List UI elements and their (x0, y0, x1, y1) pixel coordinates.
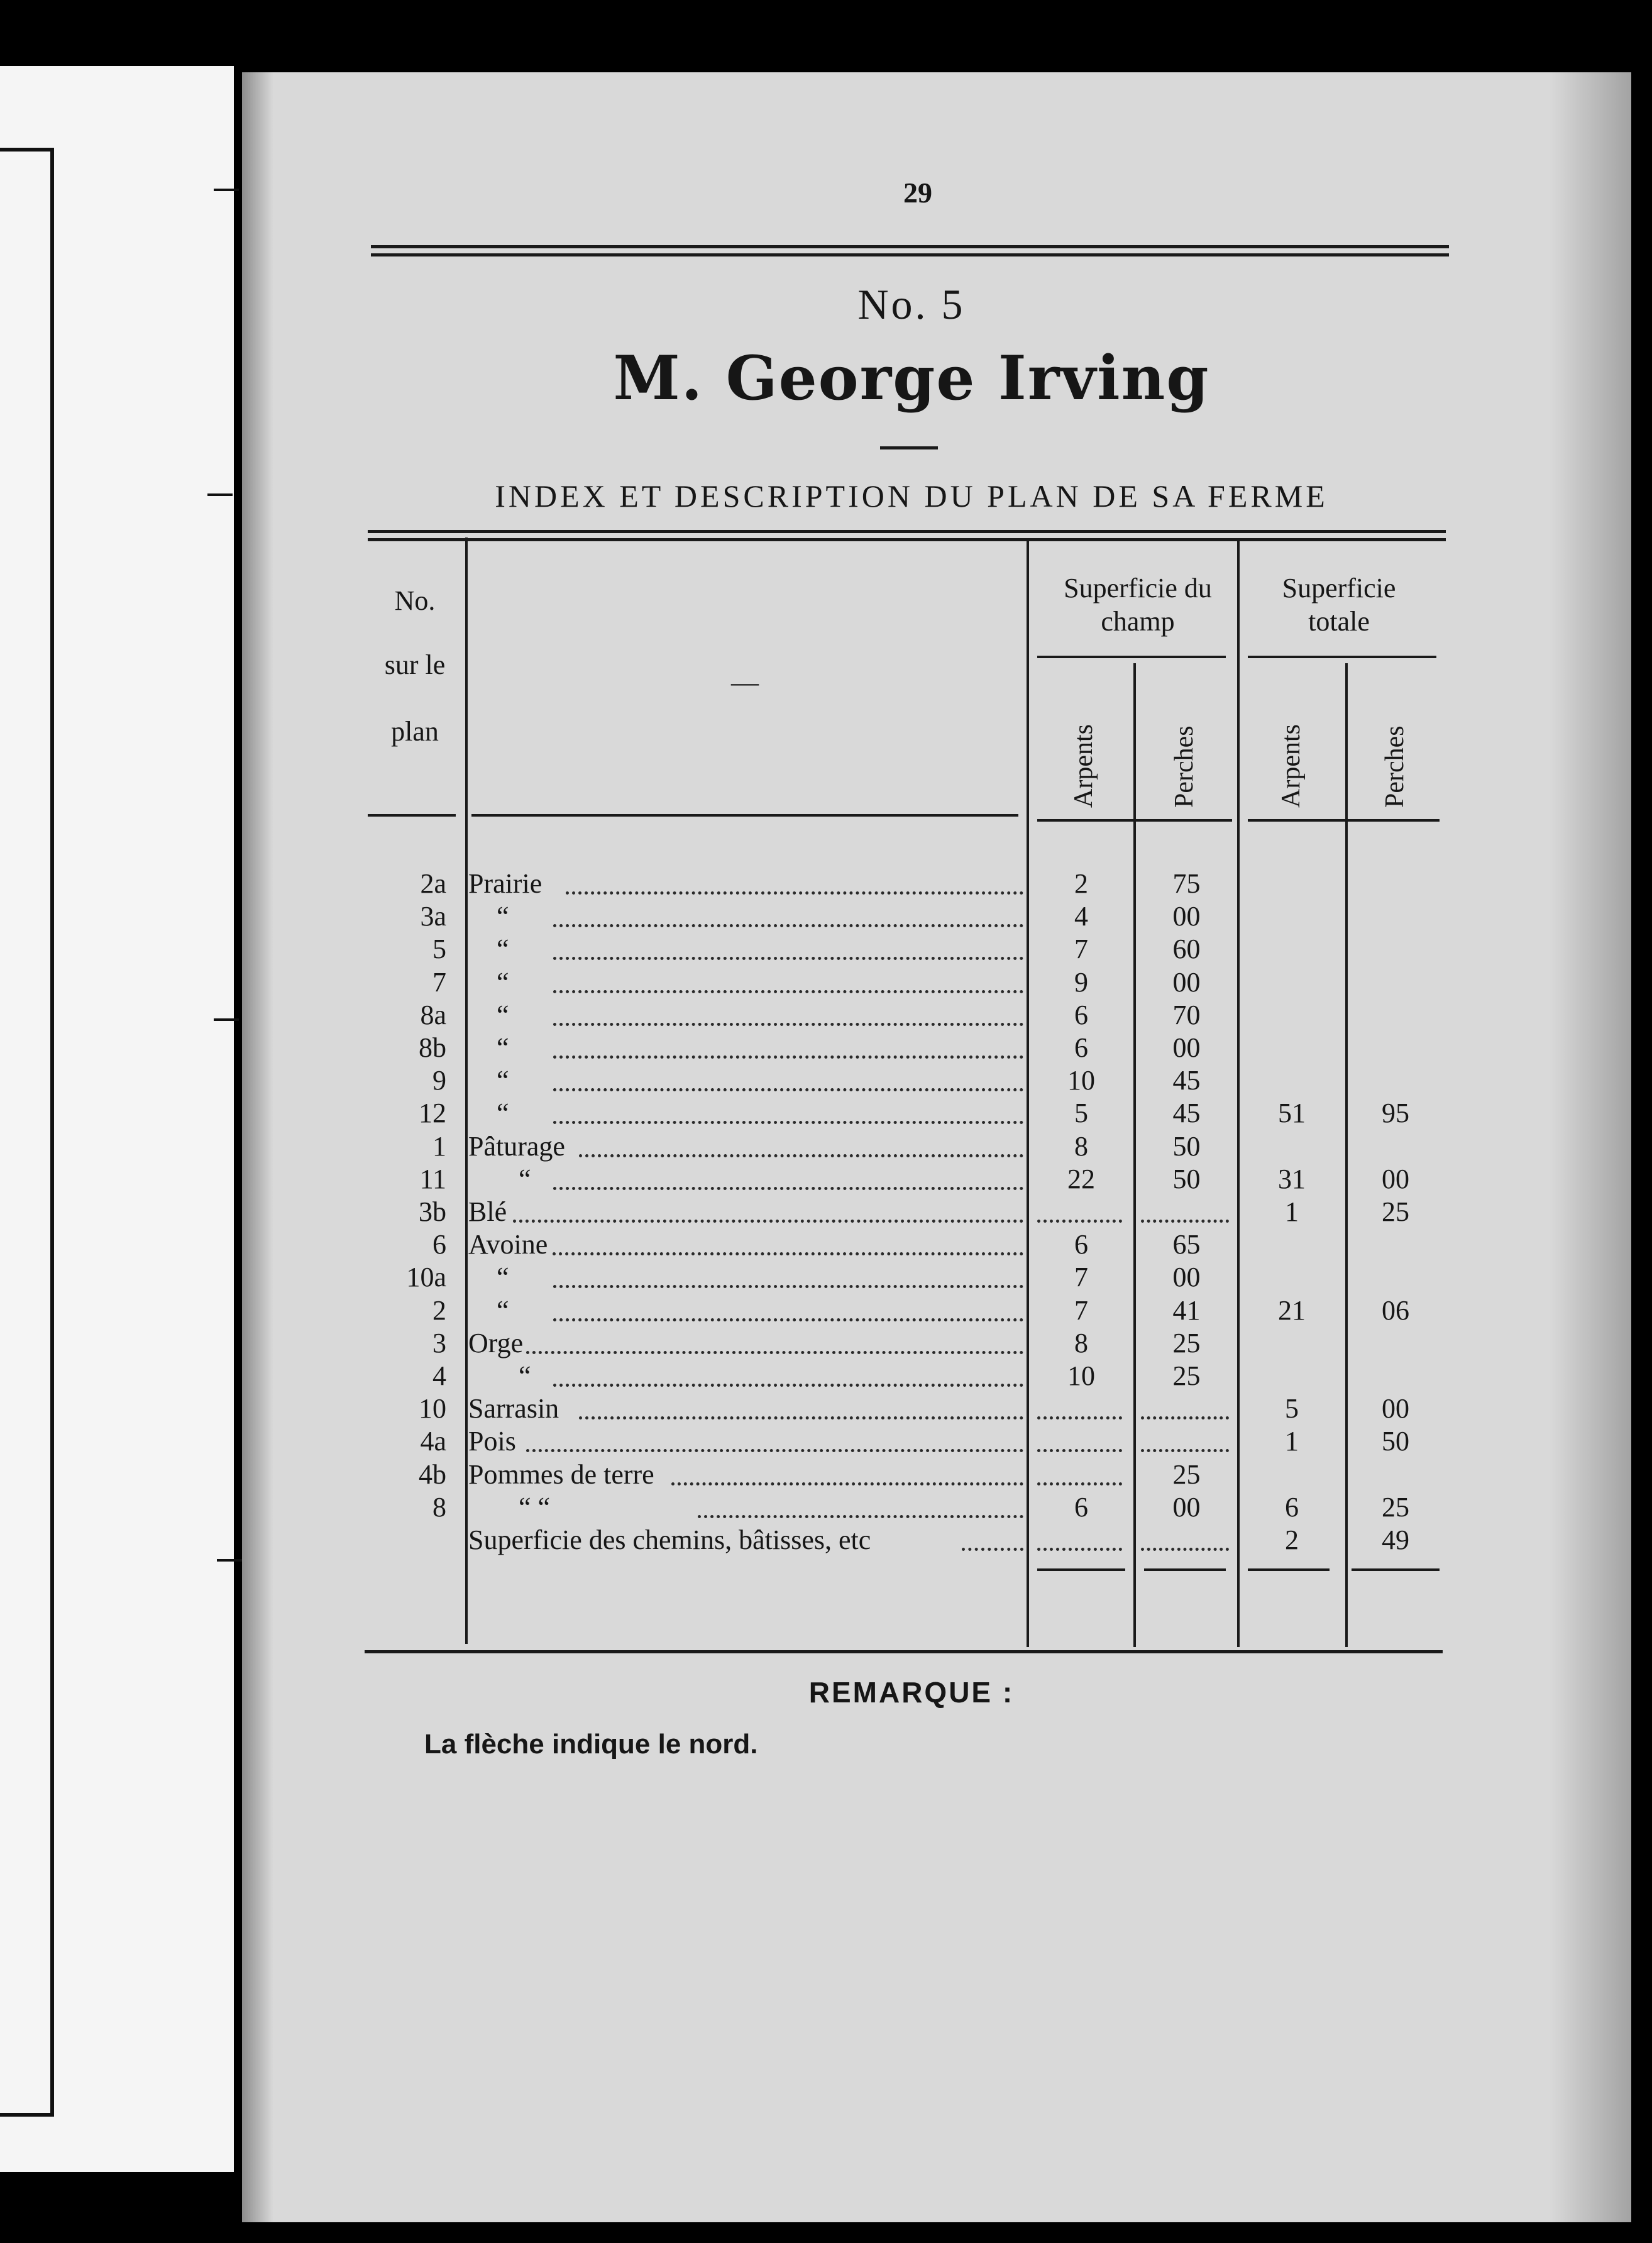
edge-shadow (1550, 72, 1631, 2222)
plan-number: 2 (432, 1295, 446, 1326)
field-perches: 00 (1172, 967, 1201, 998)
plan-number: 8a (420, 1000, 446, 1030)
subheader-field-arpents: Arpents (1069, 724, 1098, 808)
plan-number: 8 (432, 1492, 446, 1523)
dot-leader (553, 1187, 1023, 1190)
field-perches: 25 (1172, 1360, 1201, 1391)
field-description: “ (519, 1164, 531, 1194)
plan-number: 5 (432, 934, 446, 964)
field-arpents: 6 (1074, 1032, 1088, 1063)
field-perches: 00 (1172, 1262, 1201, 1292)
field-perches: 50 (1172, 1164, 1201, 1194)
dot-leader (526, 1449, 1023, 1452)
page-number: 29 (903, 177, 932, 209)
header-total-area-line2: totale (1308, 606, 1370, 637)
field-perches: 50 (1172, 1131, 1201, 1162)
empty-cell-dots (1037, 1449, 1122, 1452)
field-perches: 25 (1172, 1459, 1201, 1490)
field-description: Avoine (468, 1229, 548, 1260)
column-rule (1133, 663, 1136, 1647)
dot-leader (553, 1023, 1023, 1026)
total-arpents: 31 (1278, 1164, 1306, 1194)
empty-cell-dots (1037, 1482, 1122, 1485)
field-arpents: 6 (1074, 1000, 1088, 1030)
binding-mark (217, 1559, 242, 1562)
empty-cell-dots (1141, 1416, 1229, 1419)
header-description: — (731, 667, 759, 698)
dot-leader (962, 1548, 1023, 1551)
column-rule (1237, 541, 1240, 1647)
field-arpents: 6 (1074, 1492, 1088, 1523)
field-description: Superficie des chemins, bâtisses, etc (468, 1524, 871, 1555)
plan-number: 1 (432, 1131, 446, 1162)
dot-leader (526, 1351, 1023, 1354)
dot-leader (553, 1285, 1023, 1288)
field-description: Pâturage (468, 1131, 565, 1162)
binding-mark (207, 493, 233, 496)
field-arpents: 4 (1074, 901, 1088, 932)
plan-number: 8b (419, 1032, 446, 1063)
plan-number: 12 (419, 1098, 446, 1128)
group-underline (1037, 656, 1226, 658)
plan-number: 6 (432, 1229, 446, 1260)
plan-number: 10 (419, 1393, 446, 1424)
field-description: “ (497, 1262, 509, 1292)
table-bottom-rule (365, 1650, 1443, 1653)
plan-number: 11 (419, 1164, 446, 1194)
field-description: Pois (468, 1426, 516, 1457)
total-arpents: 21 (1278, 1295, 1306, 1326)
group-underline (1248, 656, 1436, 658)
field-description: “ (497, 1295, 509, 1326)
field-perches: 45 (1172, 1098, 1201, 1128)
total-perches: 95 (1382, 1098, 1409, 1128)
empty-cell-dots (1141, 1220, 1229, 1223)
dot-leader (553, 1384, 1023, 1387)
field-description: “ (519, 1360, 531, 1391)
field-perches: 45 (1172, 1065, 1201, 1096)
field-description: “ (497, 901, 509, 932)
field-arpents: 10 (1067, 1360, 1095, 1391)
field-arpents: 8 (1074, 1131, 1088, 1162)
total-arpents: 6 (1285, 1492, 1299, 1523)
field-perches: 75 (1172, 868, 1201, 899)
binding-mark (214, 1018, 239, 1021)
plan-number: 9 (432, 1065, 446, 1096)
field-description: “ (497, 1065, 509, 1096)
field-arpents: 5 (1074, 1098, 1088, 1128)
empty-cell-dots (1037, 1416, 1122, 1419)
total-arpents: 1 (1285, 1426, 1299, 1457)
header-sur-le: sur le (384, 649, 446, 680)
header-bottom-rule (368, 814, 456, 817)
field-description: “ (497, 934, 509, 964)
subheader-total-perches: Perches (1380, 725, 1409, 808)
column-rule (1345, 663, 1348, 1647)
field-arpents: 9 (1074, 967, 1088, 998)
total-perches: 49 (1382, 1524, 1409, 1555)
subheader-field-perches: Perches (1170, 725, 1199, 808)
adjacent-page-frame (0, 148, 54, 2117)
dot-leader (579, 1416, 1023, 1419)
sum-rule (1037, 1568, 1125, 1571)
empty-cell-dots (1141, 1548, 1229, 1551)
field-perches: 41 (1172, 1295, 1201, 1326)
subheader-total-arpents: Arpents (1277, 724, 1306, 808)
total-perches: 25 (1382, 1196, 1409, 1227)
dot-leader (553, 924, 1023, 927)
field-description: “ (497, 1000, 509, 1030)
dot-leader (553, 1088, 1023, 1091)
plan-number: 3b (419, 1196, 446, 1227)
field-perches: 25 (1172, 1328, 1201, 1358)
plan-number: 4b (419, 1459, 446, 1490)
dot-leader (553, 1055, 1023, 1059)
dot-leader (566, 891, 1023, 895)
top-double-rule (371, 245, 1449, 256)
plan-number: 10a (406, 1262, 446, 1292)
field-description: Pommes de terre (468, 1459, 654, 1490)
plan-number: 3 (432, 1328, 446, 1358)
dot-leader (553, 1318, 1023, 1321)
empty-cell-dots (1037, 1220, 1122, 1223)
sum-rule (1144, 1568, 1226, 1571)
total-arpents: 2 (1285, 1524, 1299, 1555)
owner-name: M. George Irving (613, 343, 1210, 414)
field-arpents: 7 (1074, 1295, 1088, 1326)
plan-number: 3a (420, 901, 446, 932)
total-perches: 00 (1382, 1393, 1409, 1424)
field-description: Blé (468, 1196, 507, 1227)
header-field-area-line2: champ (1101, 606, 1175, 637)
field-description: “ (497, 1098, 509, 1128)
field-arpents: 7 (1074, 1262, 1088, 1292)
field-description: Sarrasin (468, 1393, 559, 1424)
dot-leader (553, 1252, 1023, 1255)
field-perches: 00 (1172, 1032, 1201, 1063)
field-description: Orge (468, 1328, 524, 1358)
field-perches: 60 (1172, 934, 1201, 964)
dot-leader (698, 1515, 1023, 1518)
subtitle: INDEX ET DESCRIPTION DU PLAN DE SA FERME (495, 478, 1328, 514)
dot-leader (553, 1121, 1023, 1124)
empty-cell-dots (1037, 1548, 1122, 1551)
header-no: No. (394, 585, 436, 616)
plan-number: 4a (420, 1426, 446, 1457)
dot-leader (513, 1220, 1023, 1223)
total-perches: 50 (1382, 1426, 1409, 1457)
empty-cell-dots (1141, 1449, 1229, 1452)
plan-number: 7 (432, 967, 446, 998)
plan-number: 4 (432, 1360, 446, 1391)
field-description: “ “ (519, 1492, 551, 1523)
remark-text: La flèche indique le nord. (424, 1729, 758, 1760)
sum-rule (1248, 1568, 1330, 1571)
title-dash (880, 446, 938, 449)
field-arpents: 2 (1074, 868, 1088, 899)
field-arpents: 7 (1074, 934, 1088, 964)
column-rule (1027, 541, 1029, 1647)
field-perches: 00 (1172, 901, 1201, 932)
header-bottom-rule (1037, 819, 1232, 822)
field-perches: 00 (1172, 1492, 1201, 1523)
field-description: Prairie (468, 868, 542, 899)
dot-leader (579, 1154, 1023, 1157)
gutter-shadow (242, 72, 273, 2222)
field-arpents: 6 (1074, 1229, 1088, 1260)
binding-mark (214, 189, 239, 191)
header-plan: plan (391, 716, 439, 747)
total-perches: 00 (1382, 1164, 1409, 1194)
dot-leader (671, 1482, 1023, 1485)
field-arpents: 22 (1067, 1164, 1095, 1194)
total-arpents: 5 (1285, 1393, 1299, 1424)
total-perches: 06 (1382, 1295, 1409, 1326)
total-arpents: 1 (1285, 1196, 1299, 1227)
column-rule (465, 537, 468, 1644)
header-bottom-rule (471, 814, 1018, 817)
document-number: No. 5 (857, 280, 966, 328)
field-arpents: 10 (1067, 1065, 1095, 1096)
dot-leader (553, 990, 1023, 993)
total-arpents: 51 (1278, 1098, 1306, 1128)
field-perches: 70 (1172, 1000, 1201, 1030)
dot-leader (553, 957, 1023, 960)
field-description: “ (497, 1032, 509, 1063)
plan-number: 2a (420, 868, 446, 899)
table-top-double-rule (368, 530, 1446, 541)
header-field-area-line1: Superficie du (1064, 573, 1212, 603)
sum-rule (1352, 1568, 1440, 1571)
header-total-area-line1: Superficie (1282, 573, 1396, 603)
field-description: “ (497, 967, 509, 998)
total-perches: 25 (1382, 1492, 1409, 1523)
field-perches: 65 (1172, 1229, 1201, 1260)
remark-title: REMARQUE : (808, 1676, 1015, 1709)
adjacent-page (0, 66, 234, 2172)
header-bottom-rule (1248, 819, 1440, 822)
field-arpents: 8 (1074, 1328, 1088, 1358)
